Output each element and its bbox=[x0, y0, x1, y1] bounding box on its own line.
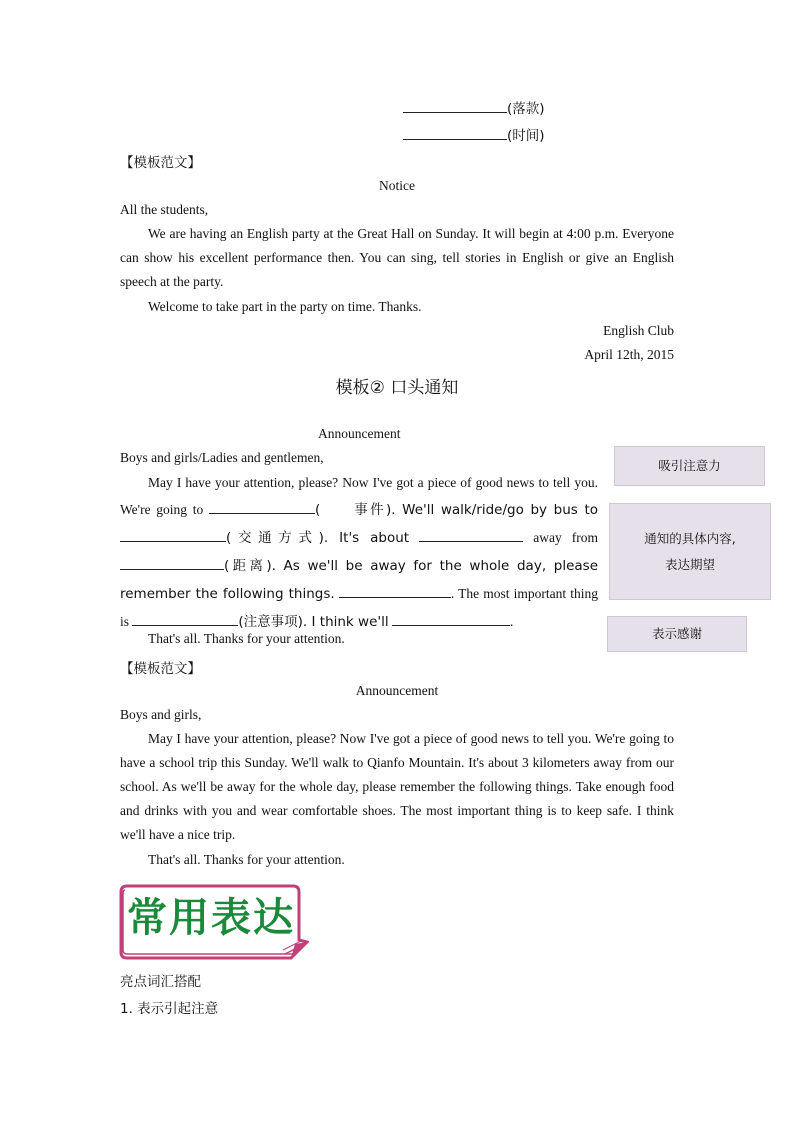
shijian-label: (时间) bbox=[507, 128, 545, 144]
announcement-closing: That's all. Thanks for your attention. bbox=[148, 631, 345, 646]
blank bbox=[132, 613, 238, 626]
signature-line-shijian bbox=[403, 124, 545, 144]
vocab-heading: 亮点词汇搭配 bbox=[120, 974, 201, 990]
tpl-text-g: (注意事项). I think we'll bbox=[238, 614, 389, 630]
banner-text: 常用表达 bbox=[127, 895, 295, 941]
section1-heading: 【模板范文】 bbox=[120, 155, 201, 171]
notice-sign: English Club bbox=[603, 323, 674, 338]
announcement-sample-title: Announcement bbox=[355, 683, 439, 698]
notice-paragraph-1 bbox=[120, 222, 674, 294]
blank bbox=[209, 501, 315, 514]
tpl-text-c: (交通方式). It's about bbox=[226, 530, 410, 546]
side-note-thanks bbox=[607, 616, 747, 652]
tpl-text-d: away from bbox=[533, 530, 599, 545]
tpl-text-h: . bbox=[509, 614, 514, 629]
announcement-title: Announcement bbox=[318, 426, 401, 441]
notice-greeting: All the students, bbox=[120, 202, 209, 217]
announcement-sample-paragraph bbox=[120, 727, 674, 847]
blank bbox=[392, 613, 510, 626]
side-note-content-line1: 通知的具体内容, bbox=[644, 530, 736, 546]
tpl-text-a: May I have your attention, please? Now I've got a piece of good news to tell you. We're going to bbox=[120, 475, 598, 517]
section2-heading: 【模板范文】 bbox=[120, 661, 201, 677]
announcement-sample-closing: That's all. Thanks for your attention. bbox=[148, 852, 345, 867]
side-note-content bbox=[609, 503, 771, 600]
announcement-template-paragraph bbox=[120, 469, 598, 636]
blank bbox=[419, 529, 523, 542]
blank bbox=[120, 529, 226, 542]
tpl-text-e: (距离). As we'll be away for the whole day, please remember the following things. bbox=[120, 558, 598, 602]
announcement-greeting: Boys and girls/Ladies and gentlemen, bbox=[120, 450, 324, 465]
blank bbox=[403, 127, 507, 140]
template2-heading: 模板② 口头通知 bbox=[335, 378, 459, 398]
notice-paragraph-2 bbox=[120, 295, 674, 319]
vocab-item-1: 1. 表示引起注意 bbox=[120, 1001, 219, 1017]
signature-line-luokuan bbox=[403, 97, 545, 117]
blank bbox=[403, 100, 507, 113]
tpl-text-b: ( 事件). We'll walk/ride/go by bus to bbox=[314, 502, 598, 518]
common-expressions-banner bbox=[119, 882, 309, 960]
side-note-attention-text: 吸引注意力 bbox=[658, 458, 721, 473]
side-note-attention bbox=[614, 446, 765, 486]
tpl-text-f: . The most important thing is bbox=[120, 586, 598, 629]
announcement-sample-text: May I have your attention, please? Now I've got a piece of good news to tell you. We're going to have a school trip this Sunday. We'll walk to Qianfo Mountain. It's about 3 kilometers away from our school. As we'll be away for the whole day, please remember the following things. Take enough food and drinks with you and wear comfortable shoes. The most important thing is to keep safe. I think we'll have a nice trip. bbox=[120, 731, 674, 842]
notice-p2-text: Welcome to take part in the party on time. Thanks. bbox=[148, 299, 422, 314]
side-note-thanks-text: 表示感谢 bbox=[651, 626, 702, 641]
side-note-content-line2: 表达期望 bbox=[664, 556, 715, 572]
announcement-sample-greeting: Boys and girls, bbox=[120, 707, 202, 722]
notice-p1-text: We are having an English party at the Great Hall on Sunday. It will begin at 4:00 p.m. Everyone can show his excellent performance then. You can sing, tell stories in English or give an English speech at the party. bbox=[120, 226, 674, 289]
notice-title: Notice bbox=[379, 178, 415, 193]
luokuan-label: (落款) bbox=[507, 101, 545, 117]
blank bbox=[120, 557, 224, 570]
notice-date: April 12th, 2015 bbox=[584, 347, 674, 362]
blank bbox=[339, 585, 451, 598]
